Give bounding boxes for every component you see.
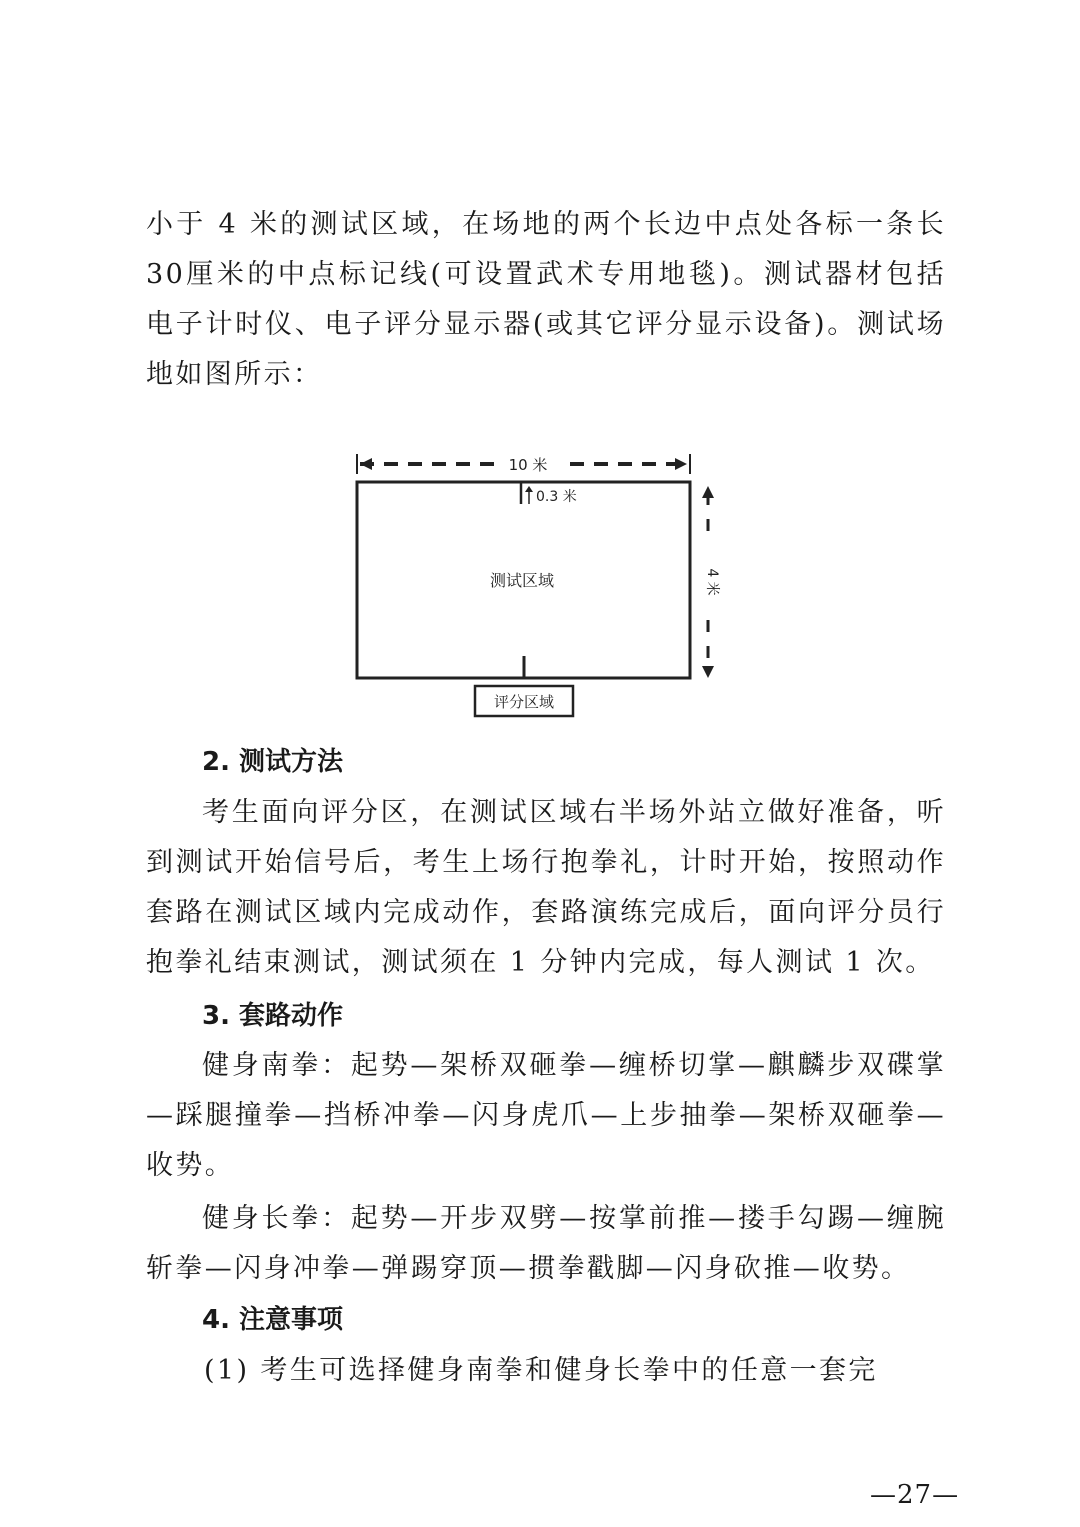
intro-paragraph: 小于 4 米的测试区域，在场地的两个长边中点处各标一条长30厘米的中点标记线(可设置武术专用地毯)。测试器材包括电子计时仪、电子评分显示器(或其它评分显示设备)。测试场地如图所示： — [146, 209, 946, 390]
arrow-left-icon — [360, 458, 372, 470]
arrow-right-icon — [675, 458, 687, 470]
nanquan-paragraph: 健身南拳：起势—架桥双砸拳—缠桥切掌—麒麟步双碟掌—踩腿撞拳—挡桥冲拳—闪身虎爪—上步抽拳—架桥双砸拳—收势。 — [146, 1050, 946, 1181]
arrow-down-icon — [702, 666, 714, 678]
section-heading-notes: 4. 注意事项 — [202, 1305, 344, 1335]
mark-label: 0.3 米 — [536, 489, 577, 505]
notes-item-1: (1) 考生可选择健身南拳和健身长拳中的任意一套完 — [204, 1355, 878, 1386]
changquan-paragraph: 健身长拳：起势—开步双劈—按掌前推—搂手勾踢—缠腕斩拳—闪身冲拳—弹踢穿顶—掼拳戳脚—闪身砍推—收势。 — [146, 1203, 946, 1284]
area-label: 测试区域 — [489, 571, 555, 590]
mark-arrow-icon — [525, 486, 533, 492]
width-label: 10 米 — [508, 456, 548, 474]
page-number: —27— — [870, 1480, 960, 1510]
scoring-area-label: 评分区域 — [493, 693, 555, 711]
section-heading-routine: 3. 套路动作 — [202, 1001, 344, 1031]
test-area-diagram — [340, 448, 740, 728]
height-label: 4 米 — [704, 568, 720, 596]
section-heading-method: 2. 测试方法 — [202, 747, 344, 777]
method-paragraph: 考生面向评分区，在测试区域右半场外站立做好准备，听到测试开始信号后，考生上场行抱拳礼，计时开始，按照动作套路在测试区域内完成动作，套路演练完成后，面向评分员行抱拳礼结束测试，测试须在 1 分钟内完成，每人测试 1 次。 — [146, 797, 946, 978]
arrow-up-icon — [702, 486, 714, 498]
